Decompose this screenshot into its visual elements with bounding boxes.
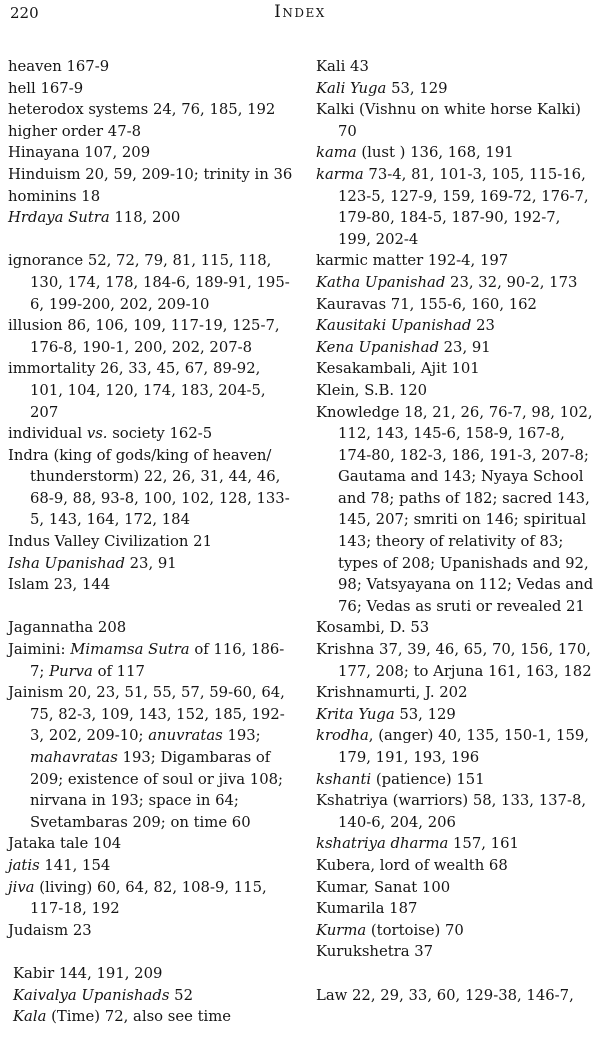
index-entry: Kshatriya (warriors) 58, 133, 137-8, 140-6, 204, 206	[316, 792, 587, 831]
index-entry: Krita Yuga 53, 129	[316, 705, 456, 723]
index-entry: karma 73-4, 81, 101-3, 105, 115-16, 123-5, 127-9, 159, 169-72, 176-7, 179-80, 184-5, 187-90, 192-7, 199, 202-4	[316, 165, 589, 248]
index-column-left	[8, 56, 293, 1028]
index-entry: kshatriya dharma 157, 161	[316, 835, 519, 853]
index-entry: Indra (king of gods/king of heaven/ thunderstorm) 22, 26, 31, 44, 46, 68-9, 88, 93-8, 100, 102, 128, 133-5, 143, 164, 172, 184	[8, 446, 290, 529]
index-entry: Islam 23, 144	[8, 576, 111, 594]
index-entry: Kumar, Sanat 100	[316, 878, 451, 896]
index-entry: Knowledge 18, 21, 26, 76-7, 98, 102, 112, 143, 145-6, 158-9, 167-8, 174-80, 182-3, 186, 191-3, 207-8; Gautama and 143; Nyaya School and 78; paths of 182; sacred 143, 145, 207; smriti on 146; spiritual 143; theory of relativity of 83; types of 208; Upanishads and 92, 98; Vatsyayana on 112; Vedas and 76; Vedas as sruti or revealed 21	[316, 403, 594, 615]
index-entry: Kali 43	[316, 58, 369, 75]
index-entry: Isha Upanishad 23, 91	[8, 554, 177, 572]
index-entry: Kausitaki Upanishad 23	[316, 317, 495, 335]
index-entry: Jaimini: Mimamsa Sutra of 116, 186-7; Purva of 117	[8, 641, 285, 680]
index-entry: illusion 86, 106, 109, 117-19, 125-7, 176-8, 190-1, 200, 202, 207-8	[8, 317, 280, 356]
index-entry: kama (lust ) 136, 168, 191	[316, 144, 514, 162]
index-entry: jiva (living) 60, 64, 82, 108-9, 115, 117-18, 192	[8, 878, 267, 918]
index-entry: Kena Upanishad 23, 91	[316, 338, 491, 356]
page-header	[0, 0, 600, 40]
index-entry: kshanti (patience) 151	[316, 770, 485, 788]
index-entry: heaven 167-9	[8, 58, 110, 75]
index-entry: Indus Valley Civilization 21	[8, 533, 212, 551]
index-entry: Kalki (Vishnu on white horse Kalki) 70	[316, 101, 581, 140]
index-entry: Law 22, 29, 33, 60, 129-38, 146-7,	[316, 986, 574, 1004]
index-entry: immortality 26, 33, 45, 67, 89-92, 101, 104, 120, 174, 183, 204-5, 207	[8, 360, 266, 421]
index-entry: Jainism 20, 23, 51, 55, 57, 59-60, 64, 75, 82-3, 109, 143, 152, 185, 192-3, 202, 209-10; anuvratas 193; mahavratas 193; Digambaras of 209; existence of soul or jiva 108; nirvana in 193; space in 64; Svetambaras 209; on time 60	[8, 684, 285, 831]
index-entry: Kabir 144, 191, 209	[13, 964, 163, 982]
index-entry: hell 167-9	[8, 79, 84, 97]
index-entry: Jagannatha 208	[8, 619, 127, 637]
index-entry: Krishna 37, 39, 46, 65, 70, 156, 170, 177, 208; to Arjuna 161, 163, 182	[316, 641, 592, 680]
index-entry: heterodox systems 24, 76, 185, 192	[8, 101, 276, 119]
index-entry: Kauravas 71, 155-6, 160, 162	[316, 295, 537, 313]
index-entry: hominins 18	[8, 187, 101, 205]
index-entry: Hrdaya Sutra 118, 200	[8, 209, 181, 227]
index-entry: Kali Yuga 53, 129	[316, 79, 448, 97]
index-entry: Kaivalya Upanishads 52	[13, 986, 193, 1004]
index-entry: karmic matter 192-4, 197	[316, 252, 509, 270]
index-entry: Judaism 23	[8, 921, 92, 939]
index-entry: Kosambi, D. 53	[316, 619, 430, 637]
index-entry: higher order 47-8	[8, 122, 142, 140]
index-column-right	[316, 56, 598, 1006]
index-entry: Kubera, lord of wealth 68	[316, 856, 508, 874]
index-entry: ignorance 52, 72, 79, 81, 115, 118, 130, 174, 178, 184-6, 189-91, 195-6, 199-200, 202, 209-10	[8, 252, 290, 313]
page-number: 220	[10, 4, 39, 22]
index-entry: Katha Upanishad 23, 32, 90-2, 173	[316, 273, 578, 291]
index-entry: krodha, (anger) 40, 135, 150-1, 159, 179, 191, 193, 196	[316, 727, 589, 766]
index-entry: Kumarila 187	[316, 900, 418, 918]
index-entry: Kesakambali, Ajit 101	[316, 360, 480, 378]
index-entry: Hinayana 107, 209	[8, 144, 151, 162]
index-entry: Kala (Time) 72, also see time	[13, 1008, 232, 1026]
index-entry: Jataka tale 104	[8, 835, 122, 853]
index-entry: Kurma (tortoise) 70	[316, 921, 464, 939]
running-head: Index	[274, 2, 326, 22]
index-entry: individual vs. society 162-5	[8, 425, 213, 443]
index-entry: Krishnamurti, J. 202	[316, 684, 468, 702]
index-entry: Klein, S.B. 120	[316, 381, 428, 399]
index-entry: Hinduism 20, 59, 209-10; trinity in 36	[8, 165, 293, 183]
index-entry: Kurukshetra 37	[316, 943, 434, 961]
index-entry: jatis 141, 154	[8, 856, 111, 874]
